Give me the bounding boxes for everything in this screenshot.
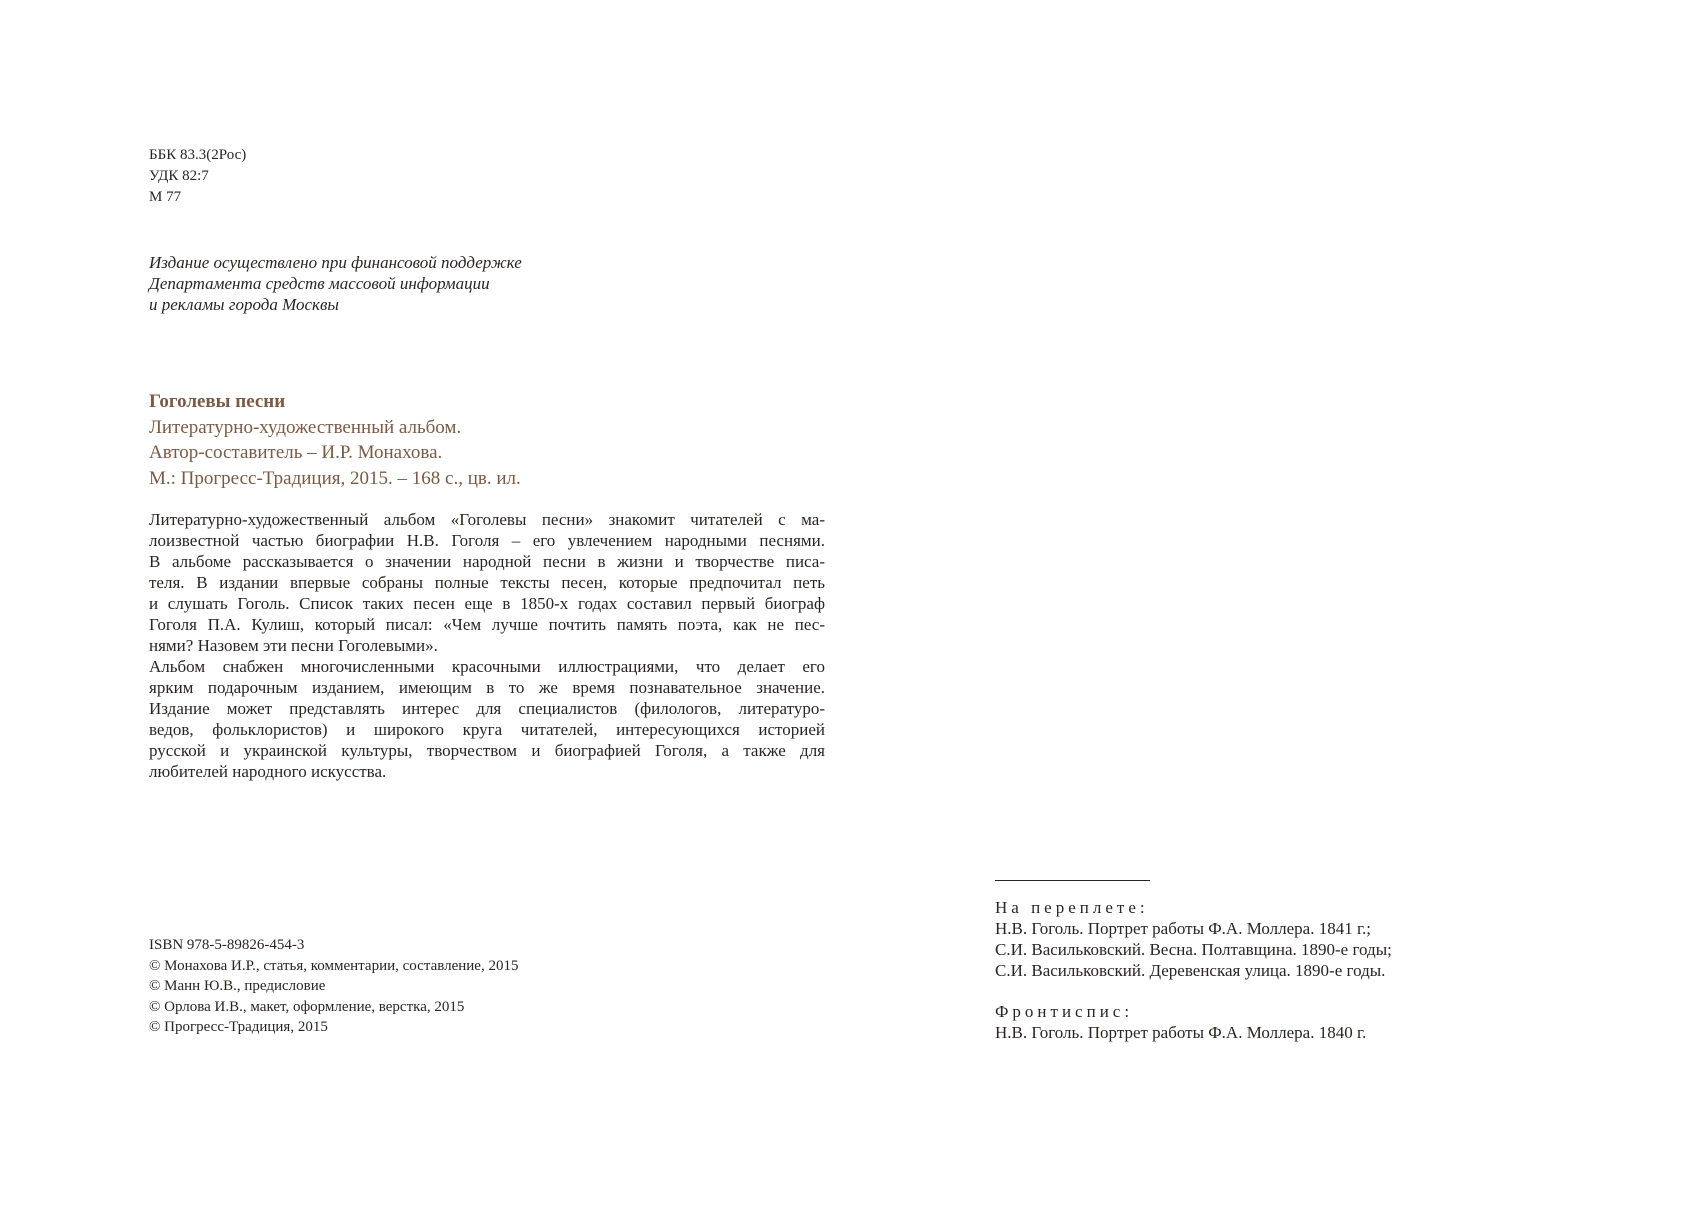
bibliographic-record — [149, 389, 521, 491]
binding-item: Н.В. Гоголь. Портрет работы Ф.А. Моллера. 1841 г.; — [995, 919, 1372, 938]
funding-note-line: Департамента средств массовой информации — [149, 274, 490, 293]
copyright-line: © Прогресс-Традиция, 2015 — [149, 1019, 328, 1035]
biblio-line: Автор-составитель – И.Р. Монахова. — [149, 442, 443, 463]
annotation-line: нями? Назовем эти песни Гоголевыми». — [149, 636, 438, 655]
annotation-paragraph — [149, 509, 825, 656]
annotation-line: ведов, фольклористов) и широкого круга читателей, интересующихся историей — [149, 720, 825, 739]
author-mark: М 77 — [149, 189, 182, 205]
annotation-line: В альбоме рассказывается о значении народной песни в жизни и творчестве писа- — [149, 552, 825, 571]
biblio-line: М.: Прогресс-Традиция, 2015. – 168 с., цв. ил. — [149, 467, 521, 489]
binding-heading: На переплете: — [995, 898, 1149, 917]
annotation-line: любителей народного искусства. — [149, 762, 387, 781]
annotation-line: русской и украинской культуры, творчеством и биографией Гоголя, а также для — [149, 741, 825, 760]
divider-rule — [995, 880, 1150, 881]
annotation-line: теля. В издании впервые собраны полные тексты песен, которые предпочитал петь — [149, 573, 825, 592]
copyright-block — [149, 935, 518, 1038]
cover-notes — [995, 897, 1392, 1043]
annotation-line: лоизвестной частью биографии Н.В. Гоголя – его увлечением народными песнями. — [149, 531, 825, 550]
annotation-paragraph — [149, 656, 825, 782]
isbn: ISBN 978-5-89826-454-3 — [149, 937, 305, 953]
binding-item: С.И. Васильковский. Деревенская улица. 1890-е годы. — [995, 961, 1386, 980]
udk-code: УДК 82:7 — [149, 168, 209, 184]
funding-note-line: Издание осуществлено при финансовой поддержке — [149, 253, 522, 272]
annotation-line: Гоголя П.А. Кулиш, который писал: «Чем лучше почтить память поэта, как не пес- — [149, 615, 825, 634]
annotation-line: ярким подарочным изданием, имеющим в то же время познавательное значение. — [149, 678, 825, 697]
frontispiece-item: Н.В. Гоголь. Портрет работы Ф.А. Моллера. 1840 г. — [995, 1023, 1367, 1042]
funding-note — [149, 252, 522, 315]
book-title: Гоголевы песни — [149, 391, 286, 412]
binding-item: С.И. Васильковский. Весна. Полтавщина. 1890-е годы; — [995, 940, 1392, 959]
annotation-line: Литературно-художественный альбом «Гоголевы песни» знакомит читателей с ма- — [149, 510, 825, 529]
annotation-line: Издание может представлять интерес для специалистов (филологов, литературо- — [149, 699, 825, 718]
classification-codes — [149, 145, 246, 208]
biblio-line: Литературно-художественный альбом. — [149, 416, 462, 438]
annotation — [149, 509, 825, 782]
copyright-line: © Орлова И.В., макет, оформление, верстка, 2015 — [149, 998, 465, 1015]
annotation-line: и слушать Гоголь. Список таких песен еще в 1850-х годах составил первый биограф — [149, 594, 825, 613]
spacer — [995, 981, 1392, 1001]
copyright-line: © Монахова И.Р., статья, комментарии, составление, 2015 — [149, 957, 519, 974]
copyright-line: © Манн Ю.В., предисловие — [149, 978, 326, 994]
annotation-line: Альбом снабжен многочисленными красочными иллюстрациями, что делает его — [149, 657, 825, 676]
frontispiece-heading: Фронтиспис: — [995, 1002, 1134, 1021]
bbk-code: ББК 83.3(2Рос) — [149, 147, 247, 163]
funding-note-line: и рекламы города Москвы — [149, 295, 339, 314]
